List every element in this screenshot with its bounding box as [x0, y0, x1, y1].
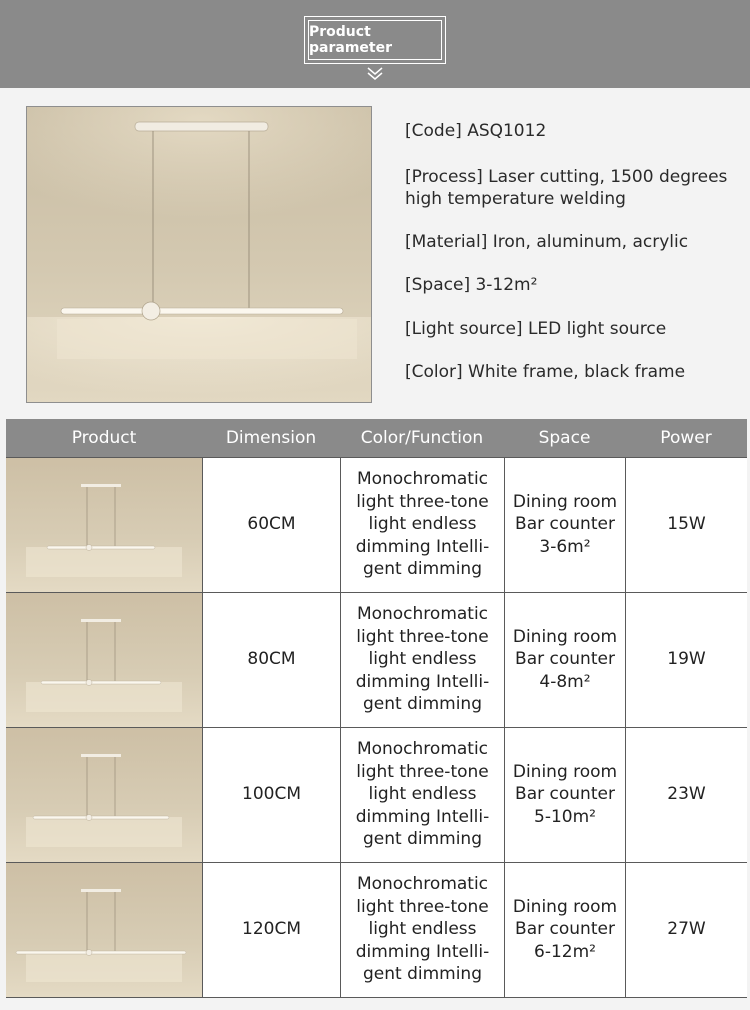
dimension-value: 60CM	[247, 514, 296, 535]
table-row	[6, 727, 747, 862]
pendant-thumbnail-icon	[6, 457, 202, 592]
product-photo	[26, 106, 372, 403]
header-title-box	[304, 16, 446, 64]
table-row-divider	[6, 862, 747, 863]
space-cell	[504, 592, 625, 727]
space-line-1: Dining room	[512, 626, 618, 647]
table-row	[6, 592, 747, 727]
power-value: 27W	[667, 919, 706, 940]
header-power: Power	[660, 428, 712, 448]
spec-code: [Code] ASQ1012	[405, 121, 547, 141]
header-banner	[0, 0, 750, 88]
space-line-3: 6-12m²	[534, 941, 596, 962]
dimension-value: 100CM	[242, 784, 301, 805]
space-line-2: Bar counter	[515, 649, 615, 670]
header-space: Space	[538, 428, 591, 448]
function-cell	[340, 862, 504, 997]
table-row-divider	[6, 727, 747, 728]
table-row	[6, 457, 747, 592]
dimension-cell	[202, 727, 340, 862]
power-cell	[625, 727, 747, 862]
spec-material: [Material] Iron, aluminum, acrylic	[405, 232, 689, 252]
function-value: Monochromatic light three-tone light endless dimming Intelli-gent dimming	[355, 469, 490, 580]
space-line-1: Dining room	[512, 761, 618, 782]
header-title-inner	[308, 20, 442, 60]
space-line-2: Bar counter	[515, 784, 615, 805]
function-cell	[340, 457, 504, 592]
product-thumbnail	[6, 862, 202, 997]
dimension-cell	[202, 592, 340, 727]
table-header-row	[6, 419, 747, 457]
product-thumbnail	[6, 727, 202, 862]
function-value: Monochromatic light three-tone light endless dimming Intelli-gent dimming	[355, 739, 490, 850]
product-thumbnail	[6, 592, 202, 727]
space-line-1: Dining room	[512, 491, 618, 512]
spec-light-source: [Light source] LED light source	[405, 319, 667, 339]
pendant-thumbnail-icon	[6, 862, 202, 997]
parameter-table	[6, 419, 747, 999]
table-row-divider	[6, 592, 747, 593]
space-cell	[504, 727, 625, 862]
space-line-2: Bar counter	[515, 514, 615, 535]
space-line-3: 4-8m²	[539, 671, 591, 692]
power-cell	[625, 457, 747, 592]
space-line-3: 5-10m²	[534, 806, 596, 827]
dimension-value: 80CM	[247, 649, 296, 670]
space-cell	[504, 862, 625, 997]
table-row	[6, 862, 747, 997]
space-line-1: Dining room	[512, 896, 618, 917]
power-value: 19W	[667, 649, 706, 670]
function-value: Monochromatic light three-tone light endless dimming Intelli-gent dimming	[355, 874, 490, 985]
power-value: 23W	[667, 784, 706, 805]
pendant-thumbnail-icon	[6, 592, 202, 727]
table-row-divider	[6, 457, 747, 458]
product-thumbnail	[6, 457, 202, 592]
power-cell	[625, 592, 747, 727]
header-color-function: Color/Function	[360, 428, 484, 448]
power-cell	[625, 862, 747, 997]
spec-space: [Space] 3-12m²	[405, 275, 538, 295]
power-value: 15W	[667, 514, 706, 535]
double-chevron-down-icon	[366, 66, 384, 82]
function-cell	[340, 727, 504, 862]
dimension-cell	[202, 862, 340, 997]
header-product: Product	[71, 428, 137, 448]
space-line-2: Bar counter	[515, 919, 615, 940]
dimension-value: 120CM	[242, 919, 301, 940]
function-cell	[340, 592, 504, 727]
space-line-3: 3-6m²	[539, 536, 591, 557]
header-title: Product parameter	[309, 24, 392, 56]
spec-process: [Process] Laser cutting, 1500 degrees high temperature welding	[405, 167, 728, 209]
space-cell	[504, 457, 625, 592]
table-row-divider	[6, 997, 747, 998]
dimension-cell	[202, 457, 340, 592]
function-value: Monochromatic light three-tone light endless dimming Intelli-gent dimming	[355, 604, 490, 715]
spec-color: [Color] White frame, black frame	[405, 362, 686, 382]
pendant-thumbnail-icon	[6, 727, 202, 862]
header-dimension: Dimension	[225, 428, 317, 448]
